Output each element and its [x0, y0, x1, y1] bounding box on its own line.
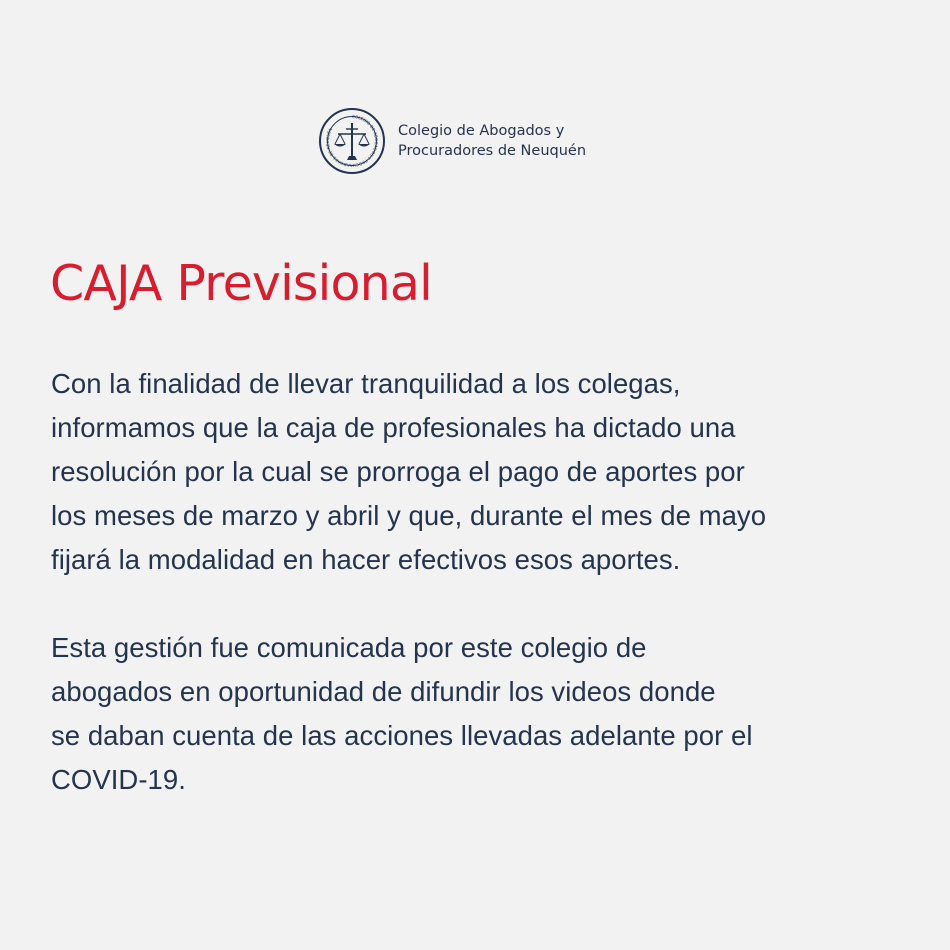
paragraph-2-line-4: COVID-19.	[51, 764, 186, 795]
paragraph-2	[51, 626, 901, 802]
paragraph-2-line-3: se daban cuenta de las acciones llevadas adelante por el	[51, 720, 753, 751]
paragraph-1-line-3: resolución por la cual se prorroga el pago de aportes por	[51, 456, 745, 487]
svg-text:COLEGIO DE ABOGADOS Y PROCURAD: COLEGIO DE ABOGADOS Y PROCURADORES DE NEUQUÉN	[324, 113, 379, 169]
organization-name	[398, 121, 586, 161]
paragraph-1-line-5: fijará la modalidad en hacer efectivos esos aportes.	[51, 544, 681, 575]
paragraph-2-line-2: abogados en oportunidad de difundir los videos donde	[51, 676, 716, 707]
organization-name-line-1: Colegio de Abogados y	[398, 123, 565, 139]
organization-header	[318, 107, 586, 175]
paragraph-1-line-2: informamos que la caja de profesionales ha dictado una	[51, 412, 736, 443]
paragraph-2-line-1: Esta gestión fue comunicada por este colegio de	[51, 632, 647, 663]
organization-name-line-2: Procuradores de Neuquén	[398, 143, 587, 159]
scales-of-justice-seal-icon	[318, 107, 386, 175]
paragraph-1	[51, 362, 901, 582]
page-title: CAJA Previsional	[50, 255, 432, 312]
paragraph-1-line-1: Con la finalidad de llevar tranquilidad a los colegas,	[51, 368, 681, 399]
announcement-body	[51, 362, 901, 846]
paragraph-1-line-4: los meses de marzo y abril y que, durante el mes de mayo	[51, 500, 767, 531]
